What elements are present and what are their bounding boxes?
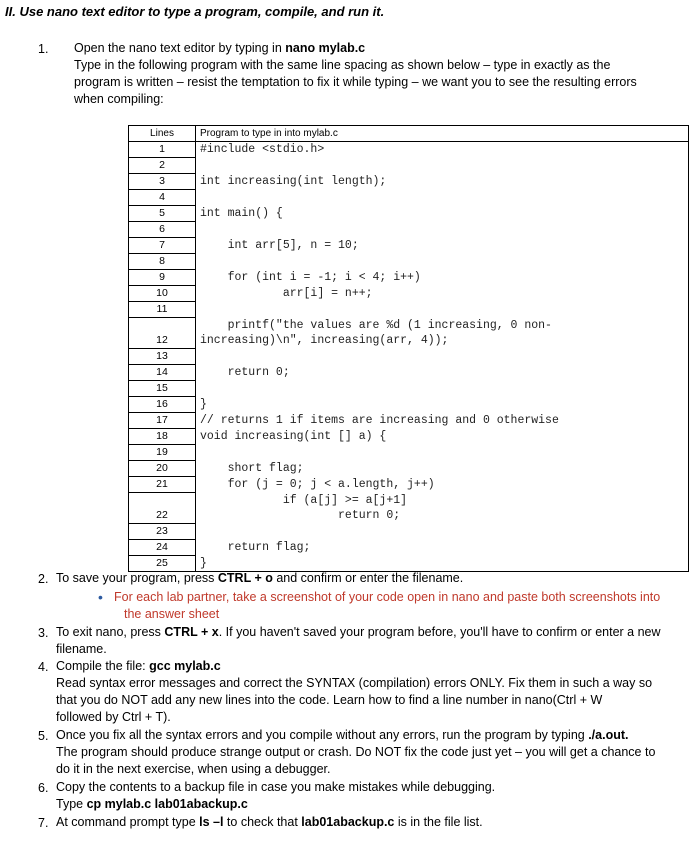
code-line <box>196 254 689 270</box>
code-line: if (a[j] >= a[j+1] return 0; <box>196 493 689 524</box>
code-line <box>196 524 689 540</box>
step-3-number: 3. <box>38 626 49 640</box>
code-row <box>129 254 689 270</box>
step-6-text <box>56 779 696 813</box>
line-number: 20 <box>129 461 196 477</box>
step-6-pre: Type <box>56 797 87 811</box>
code-line: return flag; <box>196 540 689 556</box>
line-number: 8 <box>129 254 196 270</box>
code-row <box>129 540 689 556</box>
line-number: 21 <box>129 477 196 493</box>
code-line <box>196 222 689 238</box>
step-1-line3: program is written – resist the temptation to fix it while typing – we want you to see the resulting errors <box>74 75 637 89</box>
step-5-line3: do it in the next exercise, when using a debugger. <box>56 762 331 776</box>
step-5-number: 5. <box>38 729 49 743</box>
step-5-line2: The program should produce strange output or crash. Do NOT fix the code just yet – you will get a chance to <box>56 745 656 759</box>
code-line <box>196 445 689 461</box>
bullet-icon: • <box>98 589 103 605</box>
line-number: 18 <box>129 429 196 445</box>
step-1-text <box>74 40 689 108</box>
step-1-line4: when compiling: <box>74 92 164 106</box>
code-row <box>129 238 689 254</box>
gcc-command: gcc mylab.c <box>149 659 221 673</box>
code-row <box>129 286 689 302</box>
step-3-pre: To exit nano, press <box>56 625 165 639</box>
code-line: int main() { <box>196 206 689 222</box>
cp-command: cp mylab.c lab01abackup.c <box>86 797 248 811</box>
line-number: 17 <box>129 413 196 429</box>
line-number: 2 <box>129 158 196 174</box>
line-number: 12 <box>129 318 196 349</box>
step-4-line4: followed by Ctrl + T). <box>56 710 171 724</box>
code-row <box>129 270 689 286</box>
lines-header: Lines <box>129 126 196 142</box>
code-line: return 0; <box>196 365 689 381</box>
line-number: 4 <box>129 190 196 206</box>
line-number: 7 <box>129 238 196 254</box>
code-line: #include <stdio.h> <box>196 142 689 158</box>
code-row <box>129 206 689 222</box>
step-7-post: is in the file list. <box>394 815 483 829</box>
code-line <box>196 381 689 397</box>
ctrl-o-key: CTRL + o <box>217 571 273 585</box>
bullet-line1: For each lab partner, take a screenshot of your code open in nano and paste both screenshots into <box>114 590 661 604</box>
line-number: 14 <box>129 365 196 381</box>
aout-command: ./a.out. <box>588 728 629 742</box>
line-number: 22 <box>129 493 196 524</box>
line-number: 9 <box>129 270 196 286</box>
code-line <box>196 158 689 174</box>
code-row <box>129 445 689 461</box>
code-row <box>129 365 689 381</box>
line-number: 19 <box>129 445 196 461</box>
code-line: } <box>196 556 689 572</box>
step-7-text <box>56 814 696 831</box>
code-row <box>129 477 689 493</box>
step-4-line2: Read syntax error messages and correct the SYNTAX (compilation) errors ONLY. Fix them in such a way so <box>56 676 653 690</box>
code-line <box>196 190 689 206</box>
step-7-number: 7. <box>38 816 49 830</box>
step-5-text <box>56 727 696 778</box>
step-2-post: and confirm or enter the filename. <box>272 571 464 585</box>
line-number: 6 <box>129 222 196 238</box>
step-1-line2: Type in the following program with the same line spacing as shown below – type in exactly as the <box>74 58 611 72</box>
step-1-number: 1. <box>38 42 49 56</box>
step-3-text <box>56 624 696 658</box>
line-number: 24 <box>129 540 196 556</box>
code-row <box>129 302 689 318</box>
section-heading: II. Use nano text editor to type a program, compile, and run it. <box>5 4 385 19</box>
line-number: 1 <box>129 142 196 158</box>
step-3-post: . If you haven't saved your program before, you'll have to confirm or enter a new <box>218 625 661 639</box>
code-line <box>196 302 689 318</box>
line-number: 11 <box>129 302 196 318</box>
code-line: for (j = 0; j < a.length, j++) <box>196 477 689 493</box>
code-row <box>129 174 689 190</box>
code-row <box>129 190 689 206</box>
code-line: } <box>196 397 689 413</box>
code-row <box>129 222 689 238</box>
code-row <box>129 524 689 540</box>
backup-filename: lab01abackup.c <box>301 815 395 829</box>
code-line <box>196 349 689 365</box>
line-number: 13 <box>129 349 196 365</box>
bullet-text <box>114 589 694 623</box>
code-row <box>129 461 689 477</box>
code-line: arr[i] = n++; <box>196 286 689 302</box>
ls-command: ls –l <box>199 815 224 829</box>
step-1-line1: Open the nano text editor by typing in <box>74 41 286 55</box>
step-4-line3: that you do NOT add any new lines into the code. Learn how to find a line number in nano(Ctrl + W <box>56 693 603 707</box>
line-number: 16 <box>129 397 196 413</box>
line-number: 15 <box>129 381 196 397</box>
code-row <box>129 349 689 365</box>
code-row <box>129 381 689 397</box>
step-6-number: 6. <box>38 781 49 795</box>
code-row <box>129 429 689 445</box>
code-line: void increasing(int [] a) { <box>196 429 689 445</box>
code-row <box>129 158 689 174</box>
step-4-pre: Compile the file: <box>56 659 150 673</box>
step-4-number: 4. <box>38 660 49 674</box>
nano-command: nano mylab.c <box>285 41 366 55</box>
code-row <box>129 493 689 524</box>
step-2-number: 2. <box>38 572 49 586</box>
program-header: Program to type in into mylab.c <box>196 126 689 142</box>
step-6-line1: Copy the contents to a backup file in case you make mistakes while debugging. <box>56 780 496 794</box>
step-4-text <box>56 658 696 726</box>
step-2-pre: To save your program, press <box>56 571 218 585</box>
code-row <box>129 397 689 413</box>
code-line: int arr[5], n = 10; <box>196 238 689 254</box>
code-line: short flag; <box>196 461 689 477</box>
step-3-line2: filename. <box>56 642 107 656</box>
code-row <box>129 142 689 158</box>
code-line: for (int i = -1; i < 4; i++) <box>196 270 689 286</box>
step-7-mid: to check that <box>223 815 302 829</box>
code-row <box>129 413 689 429</box>
code-line: int increasing(int length); <box>196 174 689 190</box>
step-2-text <box>56 570 696 587</box>
program-table <box>128 125 689 572</box>
bullet-line2: the answer sheet <box>124 607 220 621</box>
ctrl-x-key: CTRL + x <box>164 625 219 639</box>
code-line: // returns 1 if items are increasing and 0 otherwise <box>196 413 689 429</box>
step-7-pre: At command prompt type <box>56 815 200 829</box>
step-5-pre: Once you fix all the syntax errors and you compile without any errors, run the program by typing <box>56 728 589 742</box>
line-number: 25 <box>129 556 196 572</box>
code-row <box>129 318 689 349</box>
line-number: 23 <box>129 524 196 540</box>
line-number: 5 <box>129 206 196 222</box>
line-number: 3 <box>129 174 196 190</box>
code-line: printf("the values are %d (1 increasing, 0 non- increasing)\n", increasing(arr, 4)); <box>196 318 689 349</box>
line-number: 10 <box>129 286 196 302</box>
